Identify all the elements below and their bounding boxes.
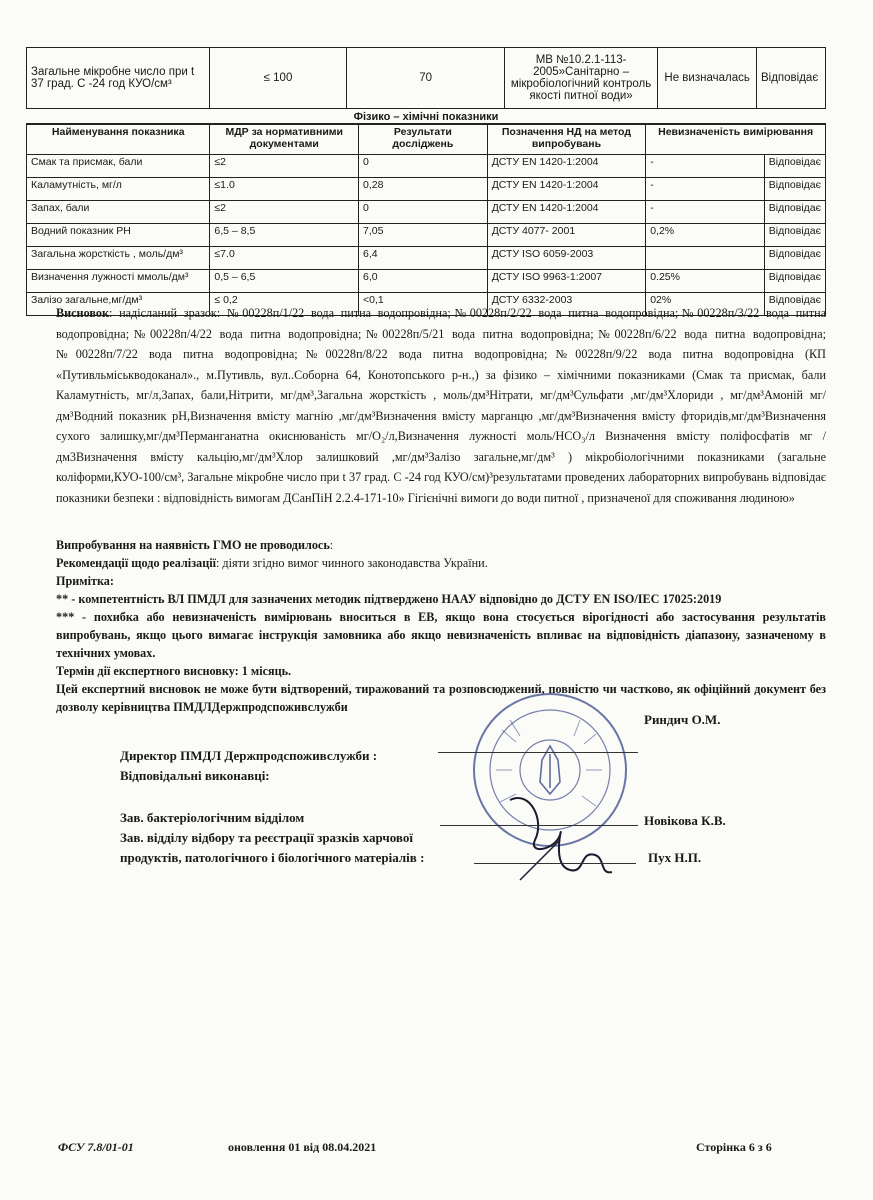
note-2: *** - похибка або невизначеність вимірювань вноситься в ЕВ, якщо вона стосується вірогідності або застосування результатів випробувань, якщо цього вимагає інструкція замовника або якщо невизначеність впливає на відповідність діапазону, зазначеному в технічних умовах. [56,610,826,660]
col-header-uncertainty: Невизначеність вимірювання [646,125,826,155]
conformity-value: Відповідає [757,48,826,109]
col-header-norm: МДР за нормативними документами [210,125,359,155]
table-row [27,270,826,293]
term-line: Термін дії експертного висновку: 1 місяць. [56,664,292,678]
uncertainty-value: - [646,155,765,178]
uncertainty-value: - [646,178,765,201]
table-row [27,201,826,224]
signature-mark [500,780,620,890]
method-value: ДСТУ ISO 6059-2003 [487,247,646,270]
method-value: ДСТУ ISO 9963-1:2007 [487,270,646,293]
indicator-name: Загальне мікробне число при t 37 град. С -24 год КУО/см³ [27,48,210,109]
indicator-name: Водний показник РН [27,224,210,247]
note-label: Примітка: [56,574,114,588]
col-header-result: Результати досліджень [359,125,488,155]
section-title: Фізико – хімічні показники [26,111,826,124]
uncertainty-value: 0.25% [646,270,765,293]
indicator-name: Каламутність, мг/л [27,178,210,201]
page-number: Сторінка 6 з 6 [696,1140,772,1154]
table-row [27,178,826,201]
physchem-table [26,124,826,316]
conformity-value: Відповідає [764,270,825,293]
result-value: 0 [359,201,488,224]
uncertainty-value [646,247,765,270]
gmo-label: Випробування на наявність ГМО не проводилось [56,538,330,552]
norm-value: ≤ 0,2 [210,293,359,316]
uncertainty-value: 02% [646,293,765,316]
indicator-name: Смак та присмак, бали [27,155,210,178]
method-value: ДСТУ EN 1420-1:2004 [487,178,646,201]
disclaimer: Цей експертний висновок не може бути відтворений, тиражований та розповсюджений, повністю чи частково, як офіційний документ без дозволу керівництва ПМДЛДержпродспоживслужби [56,682,826,714]
director-sign-line [438,752,638,753]
bact-sign-line [440,825,638,826]
table-row [27,155,826,178]
norm-value: 0,5 – 6,5 [210,270,359,293]
recommend-line [56,554,826,572]
uncertainty-value: 0,2% [646,224,765,247]
conformity-value: Відповідає [764,178,825,201]
method-value: ДСТУ 4077- 2001 [487,224,646,247]
method-value: ДСТУ EN 1420-1:2004 [487,155,646,178]
gmo-line: Випробування на наявність ГМО не проводилось: [56,538,334,552]
result-value: 6,4 [359,247,488,270]
sampling-label: Зав. відділу відбору та реєстрації зразків харчової продуктів, патологічного і біологічного матеріалів : [120,830,425,865]
method-value: МВ №10.2.1-113-2005»Санітарно – мікробіологічний контроль якості питної води» [504,48,657,109]
table-header-row [27,125,826,155]
indicator-name: Загальна жорсткість , моль/дм³ [27,247,210,270]
sampling-sign-line [474,863,636,864]
norm-value: ≤7.0 [210,247,359,270]
bact-name: Новікова К.В. [644,813,726,828]
note-1: ** - компетентність ВЛ ПМДЛ для зазначених методик підтверджено НААУ відповідно до ДСТУ EN ISO/IEC 17025:2019 [56,592,722,606]
director-name: Риндич О.М. [644,712,721,727]
conformity-value: Відповідає [764,293,825,316]
sampling-name: Пух Н.П. [648,850,702,865]
conformity-value: Відповідає [764,201,825,224]
executors-label: Відповідальні виконавці: [120,768,270,783]
result-value: <0,1 [359,293,488,316]
indicator-name: Визначення лужності ммоль/дм³ [27,270,210,293]
col-header-name: Найменування показника [27,125,210,155]
norm-value: ≤2 [210,155,359,178]
conformity-value: Відповідає [764,155,825,178]
norm-value: ≤ 100 [209,48,347,109]
table-row [27,224,826,247]
conformity-value: Відповідає [764,247,825,270]
conformity-value: Відповідає [764,224,825,247]
revision-info: оновлення 01 від 08.04.2021 [228,1140,377,1154]
form-code: ФСУ 7.8/01-01 [58,1140,134,1154]
indicator-name: Залізо загальне,мг/дм³ [27,293,210,316]
conclusion-paragraph [56,303,826,508]
recommend-text: : діяти згідно вимог чинного законодавства України. [215,556,488,570]
bact-label: Зав. бактеріологічним відділом [120,810,305,825]
table-row [27,48,826,109]
conclusion-label: Висновок [56,306,109,320]
norm-value: ≤1.0 [210,178,359,201]
result-value: 7,05 [359,224,488,247]
result-value: 0 [359,155,488,178]
conclusion-text: : надісланий зразок: №00228п/1/22 вода питна водопровідна;№00228п/2/22 вода питна водопровідна;№00228п/3/22 вода питна водопровідна;№00228п/4/22 вода питна водопровідна;№00228п/5/21 вода питна водопровідна;№00228п/6/22 вода питна водопровідна;№00228п/7/22 вода питна водопровідна;№00228п/8/22 вода питна водопровідна;№00228п/9/22 вода питна водопровідна (КП «Путивльміськводоканал»., м.Путивль, вул..Соборна 64, Конотопського р-н.,) за фізико – хімічними показниками (Смак та присмак, бали Каламутність, мг/л,Запах, бали,Нітрити, мг/дм³,Загальна жорсткість , моль/дм³Нітрати, мг/дм³Сульфати ,мг/дм³Хлориди , мг/дм³Амоній мг/дм³Водний показник рН,Визначення вмісту магнію ,мг/дм³Визначення вмісту марганцю ,мг/дм³Визначення вмісту фторидів,мг/дм³Визначення сухого залишку,мг/дм³Перманганатна окиснюваність мг/О₂/л,Визначення лужності моль/НСО₃/л Визначення вмісту поліфосфатів мг /дм3Визначення вмісту кальцію,мг/дм³Хлор залишковий ,мг/дм³Залізо загальне,мг/дм³ ) мікробіологічними показниками (загальне коліформи,КУО-100/см³, Загальне мікробне число при t 37 град. С -24 год КУО/см)³результатами проведених лабораторних випробувань відповідає показники безпеки : відповідність вимогам ДСанПіН 2.2.4-171-10» Гігієнічні вимоги до води питної , призначеної для споживання людиною» [56,306,826,505]
result-value: 0,28 [359,178,488,201]
recommend-label: Рекомендації щодо реалізації [56,556,216,570]
norm-value: 6,5 – 8,5 [210,224,359,247]
indicator-name: Запах, бали [27,201,210,224]
norm-value: ≤2 [210,201,359,224]
col-header-method: Позначення НД на метод випробувань [487,125,646,155]
micro-table [26,47,826,109]
table-row [27,247,826,270]
uncertainty-value: - [646,201,765,224]
director-label: Директор ПМДЛ Держпродспоживслужби : [120,748,378,763]
method-value: ДСТУ 6332-2003 [487,293,646,316]
method-value: ДСТУ EN 1420-1:2004 [487,201,646,224]
result-value: 6,0 [359,270,488,293]
result-value: 70 [347,48,504,109]
uncertainty-value: Не визначалась [658,48,757,109]
